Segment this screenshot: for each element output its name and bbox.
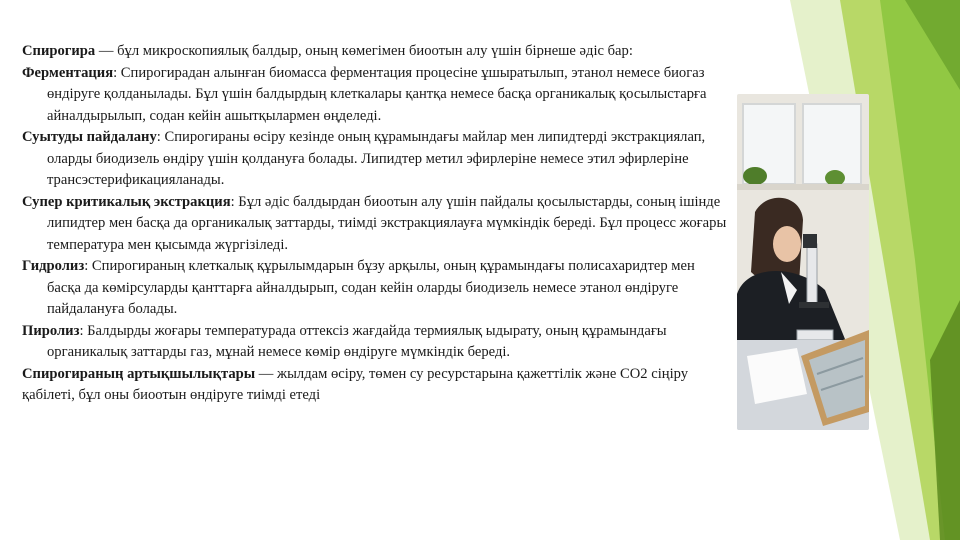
method-term: Пиролиз	[22, 322, 80, 339]
student-microscope-photo	[737, 94, 869, 430]
advantages-text: — жылдам өсіру, төмен су ресурстарына қажеттілік және CO2 сіңіру қабілеті, бұл оны биоотын өндіруге тиімді етеді	[22, 365, 689, 403]
method-term: Гидролиз	[22, 258, 85, 274]
method-supercritical-extraction	[22, 192, 727, 257]
method-text: : Спирогираның клеткалық құрылымдарын бұзу арқылы, оның құрамындағы полисахаридтер мен басқа да көмірсуларды қанттарға айналдырып, содан кейін оларды биодизель немесе этанол өндіруге пайдалануға болады.	[47, 258, 695, 317]
method-fermentation	[22, 63, 727, 128]
method-term: Суытуды пайдалану	[22, 129, 157, 145]
microscope-stage	[799, 302, 829, 308]
method-term: Ферментация	[22, 64, 114, 81]
intro-paragraph	[22, 41, 727, 63]
intro-term: Спирогира	[22, 43, 96, 59]
method-text: : Спирогираны өсіру кезінде оның құрамындағы майлар мен липидтерді экстракциялап, оларды биодизель өндіру үшін қолдануға болады. Липидтер метил эфирлеріне немесе этил эфирлеріне трансэстерификацияланады.	[47, 129, 706, 188]
content-text	[22, 41, 727, 407]
plant	[743, 167, 767, 185]
intro-text: — бұл микроскопиялық балдыр, оның көмегімен биоотын алу үшін бірнеше әдіс бар:	[95, 43, 633, 59]
microscope-arm	[807, 244, 817, 304]
paper-sheet	[747, 348, 807, 404]
method-pyrolysis	[22, 321, 727, 364]
photo-illustration	[737, 94, 869, 430]
window-sill	[737, 184, 869, 190]
method-term: Супер критикалық экстракция	[22, 193, 231, 210]
method-text: : Бұл әдіс балдырдан биоотын алу үшін пайдалы қосылыстарды, соның ішінде липидтер мен басқа да органикалық заттарды, тиімді экстракциялауға мүмкіндік береді. Бұл процесс жоғары температура мен қысымда жүргізіледі.	[47, 193, 727, 253]
method-lipid-extraction	[22, 127, 727, 192]
microscope-base	[797, 330, 833, 340]
student-face	[773, 226, 801, 262]
advantages-term: Спирогираның артықшылықтары	[22, 365, 256, 382]
plant	[825, 170, 845, 186]
method-text: : Балдырды жоғары температурада оттексіз жағдайда термиялық ыдырату, оның құрамындағы органикалық заттарды газ, мұнай немесе көмір өндіруге мүмкіндік береді.	[47, 322, 667, 360]
method-hydrolysis	[22, 256, 727, 321]
microscope-eyepiece	[803, 234, 817, 248]
advantages-paragraph	[22, 364, 727, 407]
method-text: : Спирогирадан алынған биомасса ферментация процесіне ұшыратылып, этанол немесе биогаз өндіруге қолданылады. Бұл үшін балдырдың клеткалары қантқа немесе басқа органикалық қосылыстарға айналдырылып, содан кейін ашытқылармен өңделеді.	[47, 64, 707, 124]
